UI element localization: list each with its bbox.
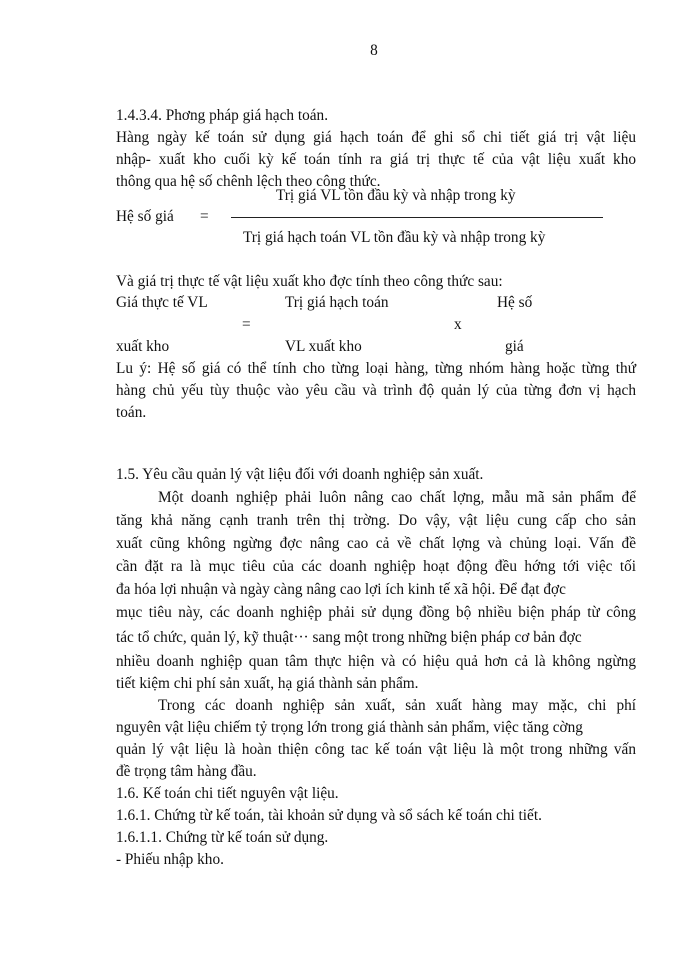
paragraph-line: cần đặt ra là mục tiêu của các doanh nghiệp hoạt động đều hớng tới việc tối — [116, 558, 636, 575]
formula-middle-bottom: VL xuất kho — [285, 338, 362, 355]
note-line: toán. — [116, 404, 147, 421]
paragraph-line: quản lý vật liệu là hoàn thiện công tac kế toán vật liệu là một trong những vấn — [116, 741, 636, 758]
formula-denominator: Trị giá hạch toán VL tồn đầu kỳ và nhập trong kỳ — [243, 229, 546, 246]
formula-times: x — [454, 316, 462, 333]
formula-right-top: Hệ số — [497, 294, 533, 311]
paragraph-line: tác tổ chức, quản lý, kỹ thuật··· sang một trong những biện pháp cơ bản đợc — [116, 629, 582, 646]
formula-equals: = — [200, 208, 209, 225]
formula-left-bottom: xuất kho — [116, 338, 170, 355]
list-item: - Phiếu nhập kho. — [116, 851, 224, 868]
paragraph-line: tiết kiệm chi phí sản xuất, hạ giá thành sản phẩm. — [116, 675, 419, 692]
section-heading-1-5: 1.5. Yêu cầu quản lý vật liệu đối với doanh nghiệp sản xuất. — [116, 466, 484, 483]
paragraph-line: đề trọng tâm hàng đầu. — [116, 763, 257, 780]
section-heading-1-6: 1.6. Kế toán chi tiết nguyên vật liệu. — [116, 785, 339, 802]
subsection-heading-1-6-1-1: 1.6.1.1. Chứng từ kế toán sử dụng. — [116, 829, 329, 846]
note-line: Lu ý: Hệ số giá có thể tính cho từng loại hàng, từng nhóm hàng hoặc từng thứ — [116, 360, 636, 377]
note-line: hàng chủ yếu tùy thuộc vào yêu cầu và trình độ quản lý của từng đơn vị hạch — [116, 382, 636, 399]
formula-intro: Và giá trị thực tế vật liệu xuất kho đợc tính theo công thức sau: — [116, 273, 503, 290]
fraction-rule — [231, 217, 603, 218]
paragraph-line: mục tiêu này, các doanh nghiệp phải sử dụng đồng bộ nhiều biện pháp từ công — [116, 604, 636, 621]
formula-equals: = — [242, 316, 251, 333]
paragraph-line: nhiều doanh nghiệp quan tâm thực hiện và có hiệu quả hơn cả là không ngừng — [116, 653, 636, 670]
paragraph-line: Một doanh nghiệp phải luôn nâng cao chất lợng, mẫu mã sản phẩm để — [158, 489, 636, 506]
paragraph-line: Trong các doanh nghiệp sản xuất, sản xuất hàng may mặc, chi phí — [158, 697, 636, 714]
formula-numerator: Trị giá VL tồn đầu kỳ và nhập trong kỳ — [276, 187, 516, 204]
paragraph-line: thông qua hệ số chênh lệch theo công thức. — [116, 173, 381, 190]
paragraph-line: Hàng ngày kế toán sử dụng giá hạch toán để ghi sổ chi tiết giá trị vật liệu — [116, 129, 636, 146]
page-number: 8 — [370, 42, 378, 59]
formula-label: Hệ số giá — [116, 208, 174, 225]
paragraph-line: nguyên vật liệu chiếm tỷ trọng lớn trong giá thành sản phẩm, việc tăng cờng — [116, 719, 583, 736]
formula-left-top: Giá thực tế VL — [116, 294, 208, 311]
subsection-heading-1-6-1: 1.6.1. Chứng từ kế toán, tài khoản sử dụng và sổ sách kế toán chi tiết. — [116, 807, 542, 824]
paragraph-line: tăng khả năng cạnh tranh trên thị trờng. Do vậy, vật liệu cung cấp cho sản — [116, 512, 636, 529]
section-heading-1-4-3-4: 1.4.3.4. Phơng pháp giá hạch toán. — [116, 107, 329, 124]
paragraph-line: đa hóa lợi nhuận và ngày càng nâng cao lợi ích kinh tế xã hội. Để đạt đợc — [116, 581, 566, 598]
formula-right-bottom: giá — [505, 338, 524, 355]
paragraph-line: xuất cũng không ngừng đợc nâng cao cả về chất lợng và chủng loại. Vấn đề — [116, 535, 636, 552]
formula-middle-top: Trị giá hạch toán — [285, 294, 389, 311]
paragraph-line: nhập- xuất kho cuối kỳ kế toán tính ra giá trị thực tế của vật liệu xuất kho — [116, 151, 636, 168]
